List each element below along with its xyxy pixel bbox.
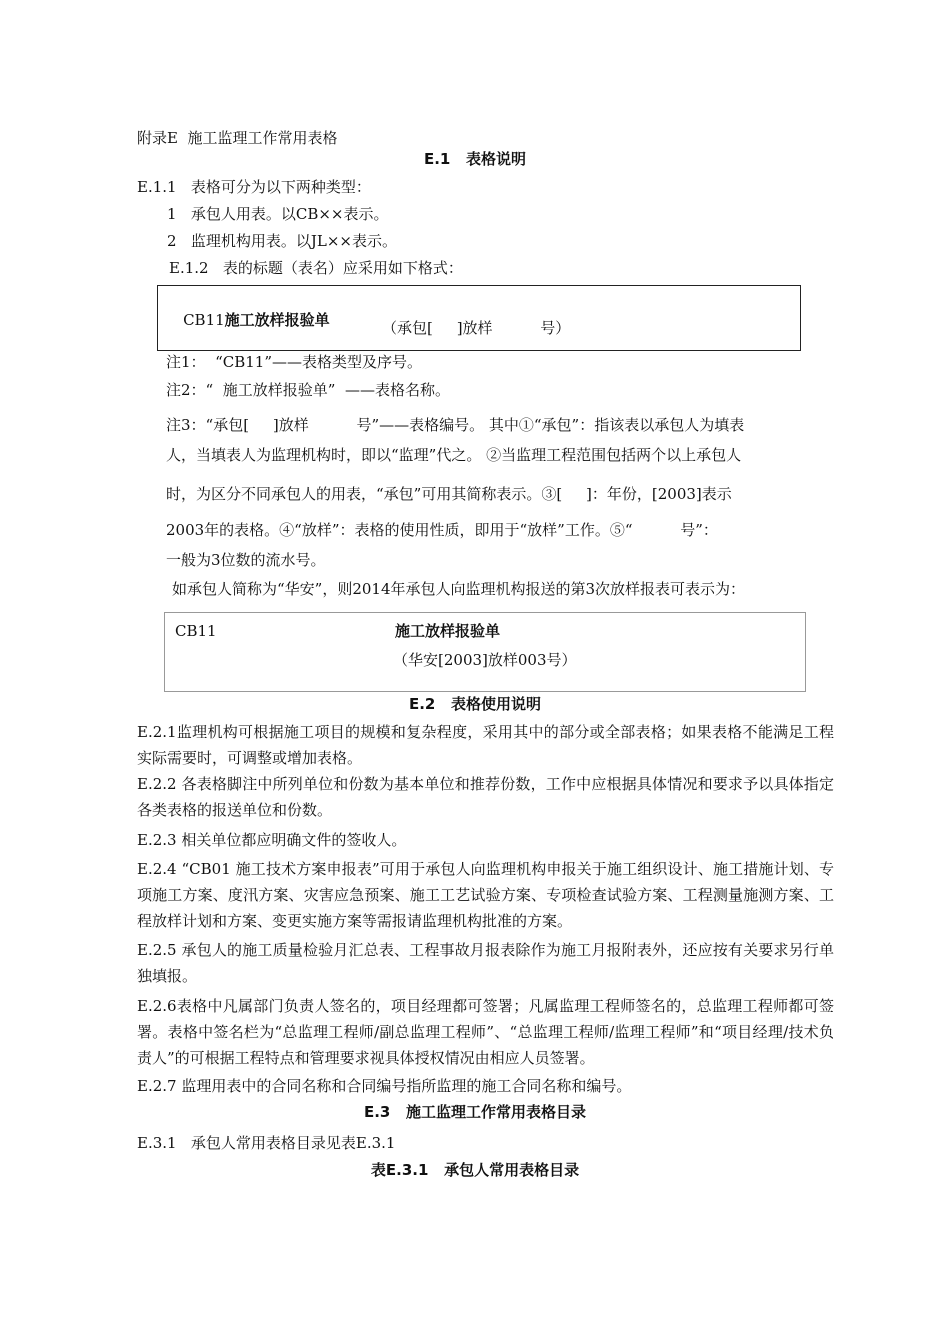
list-item-2: 2 监理机构用表。以JL××表示。 bbox=[167, 232, 397, 250]
paragraph-e2-6: E.2.6表格中凡属部门负责人签名的，项目经理都可签署；凡属监理工程师签名的，总监理工程师都可签署。表格中签名栏为“总监理工程师/副总监理工程师”、“总监理工程师/监理工程师”和“项目经理/技术负责人”的可根据工程特点和管理要求视具体授权情况由相应人员签署。 bbox=[137, 997, 834, 1067]
note-2: 注2：“ 施工放样报验单” ——表格名称。 bbox=[166, 381, 450, 399]
form-title-2: 施工放样报验单 bbox=[395, 622, 501, 640]
paragraph-e2-3: E.2.3 相关单位都应明确文件的签收人。 bbox=[137, 831, 407, 849]
note-3-line-1: 注3：“承包[ ]放样 号”——表格编号。 其中①“承包”：指该表以承包人为填表 bbox=[166, 416, 745, 434]
clause-e1-2: E.1.2 表的标题（表名）应采用如下格式： bbox=[169, 259, 463, 277]
paragraph-e2-1: E.2.1监理机构可根据施工项目的规模和复杂程度，采用其中的部分或全部表格；如果表格不能满足工程实际需要时，可调整或增加表格。 bbox=[137, 723, 834, 767]
note-3-line-2: 人，当填表人为监理机构时，即以“监理”代之。 ②当监理工程范围包括两个以上承包人 bbox=[166, 446, 742, 464]
table-title: 表E.3.1 承包人常用表格目录 bbox=[370, 1161, 580, 1179]
paragraph-e2-2: E.2.2 各表格脚注中所列单位和份数为基本单位和推荐份数，工作中应根据具体情况和要求予以具体指定各类表格的报送单位和份数。 bbox=[137, 775, 834, 819]
clause-e1-1: E.1.1 表格可分为以下两种类型： bbox=[137, 178, 371, 196]
paragraph-e2-5: E.2.5 承包人的施工质量检验月汇总表、工程事故月报表除作为施工月报附表外，还应按有关要求另行单独填报。 bbox=[137, 941, 834, 985]
paragraph-e2-7: E.2.7 监理用表中的合同名称和合同编号指所监理的施工合同名称和编号。 bbox=[137, 1077, 632, 1095]
section-heading-e2: E.2 表格使用说明 bbox=[408, 695, 542, 713]
note-3-line-5: 一般为3位数的流水号。 bbox=[166, 551, 326, 569]
list-item-1: 1 承包人用表。以CB××表示。 bbox=[167, 205, 389, 223]
note-1: 注1： “CB11”——表格类型及序号。 bbox=[166, 353, 423, 371]
format-example-box bbox=[157, 285, 801, 351]
format-example-box-2 bbox=[164, 612, 806, 692]
form-number: （承包[ ]放样 号） bbox=[382, 319, 571, 337]
form-number-2: （华安[2003]放样003号） bbox=[393, 651, 577, 669]
paragraph-e2-4: E.2.4 “CB01 施工技术方案申报表”可用于承包人向监理机构申报关于施工组织设计、施工措施计划、专项施工方案、度汛方案、灾害应急预案、施工工艺试验方案、专项检查试验方案、工程测量施测方案、工程放样计划和方案、变更实施方案等需报请监理机构批准的方案。 bbox=[137, 860, 834, 930]
section-heading-e3: E.3 施工监理工作常用表格目录 bbox=[363, 1103, 587, 1121]
section-heading-e1: E.1 表格说明 bbox=[423, 150, 527, 168]
note-3-line-3: 时，为区分不同承包人的用表，“承包”可用其简称表示。③[ ]：年份，[2003]表示 bbox=[166, 485, 732, 503]
form-code-2: CB11 bbox=[175, 622, 217, 640]
example-intro: 如承包人简称为“华安”，则2014年承包人向监理机构报送的第3次放样报表可表示为： bbox=[172, 580, 746, 598]
appendix-title: 附录E 施工监理工作常用表格 bbox=[137, 129, 338, 147]
note-3-line-4: 2003年的表格。④“放样”：表格的使用性质，即用于“放样”工作。⑤“ 号”： bbox=[166, 521, 718, 539]
form-code: CB11 bbox=[183, 311, 225, 329]
form-title: 施工放样报验单 bbox=[224, 311, 330, 329]
clause-e3-1: E.3.1 承包人常用表格目录见表E.3.1 bbox=[137, 1134, 396, 1152]
